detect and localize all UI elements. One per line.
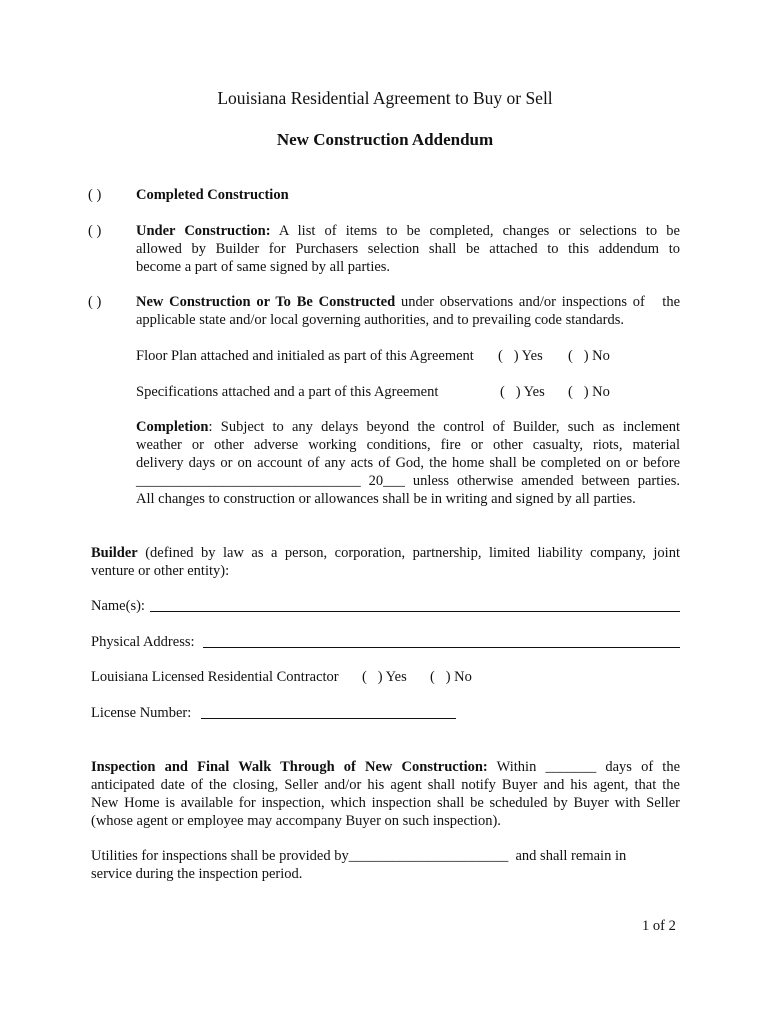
contractor-label: Louisiana Licensed Residential Contractor <box>91 669 339 685</box>
inspection-text-1: Within _______ days of the <box>496 759 681 775</box>
builder-address-label: Physical Address: <box>91 634 195 650</box>
builder-text-1: (defined by law as a person, corporation, partnership, limited liability company, joint <box>145 545 680 561</box>
inspection-line-4: (whose agent or employee may accompany Buyer on such inspection). <box>91 813 501 829</box>
under-construction-label: Under Construction: <box>136 223 271 239</box>
completion-line-1 <box>136 418 680 436</box>
specifications-no-option[interactable]: ( ) No <box>568 384 610 400</box>
contractor-no-option[interactable]: ( ) No <box>430 669 472 685</box>
new-construction-label: New Construction or To Be Constructed <box>136 294 396 310</box>
inspection-line-2: anticipated date of the closing, Seller and/or his agent shall notify Buyer and his agent, that the <box>91 777 680 793</box>
under-construction-line-3: become a part of same signed by all parties. <box>136 259 391 275</box>
new-construction-text-1: under observations and/or inspections of the <box>400 294 681 310</box>
document-title: Louisiana Residential Agreement to Buy or Sell <box>217 88 553 108</box>
inspection-line-3: New Home is available for inspection, which inspection shall be scheduled by Buyer with Seller <box>91 795 680 811</box>
new-construction-checkbox[interactable]: ( ) <box>88 294 102 310</box>
inspection-line-1 <box>91 758 680 776</box>
floor-plan-label: Floor Plan attached and initialed as part of this Agreement <box>136 348 474 364</box>
floor-plan-yes-option[interactable]: ( ) Yes <box>498 348 543 364</box>
completion-text-1: : Subject to any delays beyond the control of Builder, such as inclement <box>208 419 680 435</box>
license-number-input[interactable] <box>201 718 456 719</box>
utilities-line-2: service during the inspection period. <box>91 866 303 882</box>
builder-label: Builder <box>91 545 138 561</box>
completed-construction-checkbox[interactable]: ( ) <box>88 187 102 203</box>
completion-date-field[interactable]: _______________________________ 20___ unless otherwise amended between parties. <box>136 473 680 489</box>
builder-address-input[interactable] <box>203 647 680 648</box>
builder-names-input[interactable] <box>150 611 680 612</box>
inspection-label: Inspection and Final Walk Through of New Construction: <box>91 759 488 775</box>
contractor-yes-option[interactable]: ( ) Yes <box>362 669 407 685</box>
completed-construction-label: Completed Construction <box>136 187 289 203</box>
floor-plan-no-option[interactable]: ( ) No <box>568 348 610 364</box>
utilities-line-1: Utilities for inspections shall be provided by______________________ and shall remain in <box>91 848 627 864</box>
completion-line-3: delivery days or on account of any acts of God, the home shall be completed on or before <box>136 455 680 471</box>
under-construction-line-2: allowed by Builder for Purchasers selection shall be attached to this addendum to <box>136 241 680 257</box>
builder-names-label: Name(s): <box>91 598 145 614</box>
under-construction-line-1 <box>136 222 680 240</box>
completion-line-5: All changes to construction or allowances shall be in writing and signed by all parties. <box>136 491 636 507</box>
builder-line-1 <box>91 544 680 562</box>
document-subtitle: New Construction Addendum <box>276 130 494 149</box>
license-number-label: License Number: <box>91 705 192 721</box>
new-construction-line-1 <box>136 293 680 311</box>
completion-label: Completion <box>136 419 209 435</box>
page-number: 1 of 2 <box>642 918 676 934</box>
specifications-yes-option[interactable]: ( ) Yes <box>500 384 545 400</box>
builder-line-2: venture or other entity): <box>91 563 230 579</box>
new-construction-line-2: applicable state and/or local governing authorities, and to prevailing code standards. <box>136 312 625 328</box>
specifications-label: Specifications attached and a part of this Agreement <box>136 384 439 400</box>
under-construction-checkbox[interactable]: ( ) <box>88 223 102 239</box>
under-construction-text-1: A list of items to be completed, changes or selections to be <box>278 223 680 239</box>
completion-line-2: weather or other adverse working conditions, fire or other casualty, riots, material <box>136 437 680 453</box>
